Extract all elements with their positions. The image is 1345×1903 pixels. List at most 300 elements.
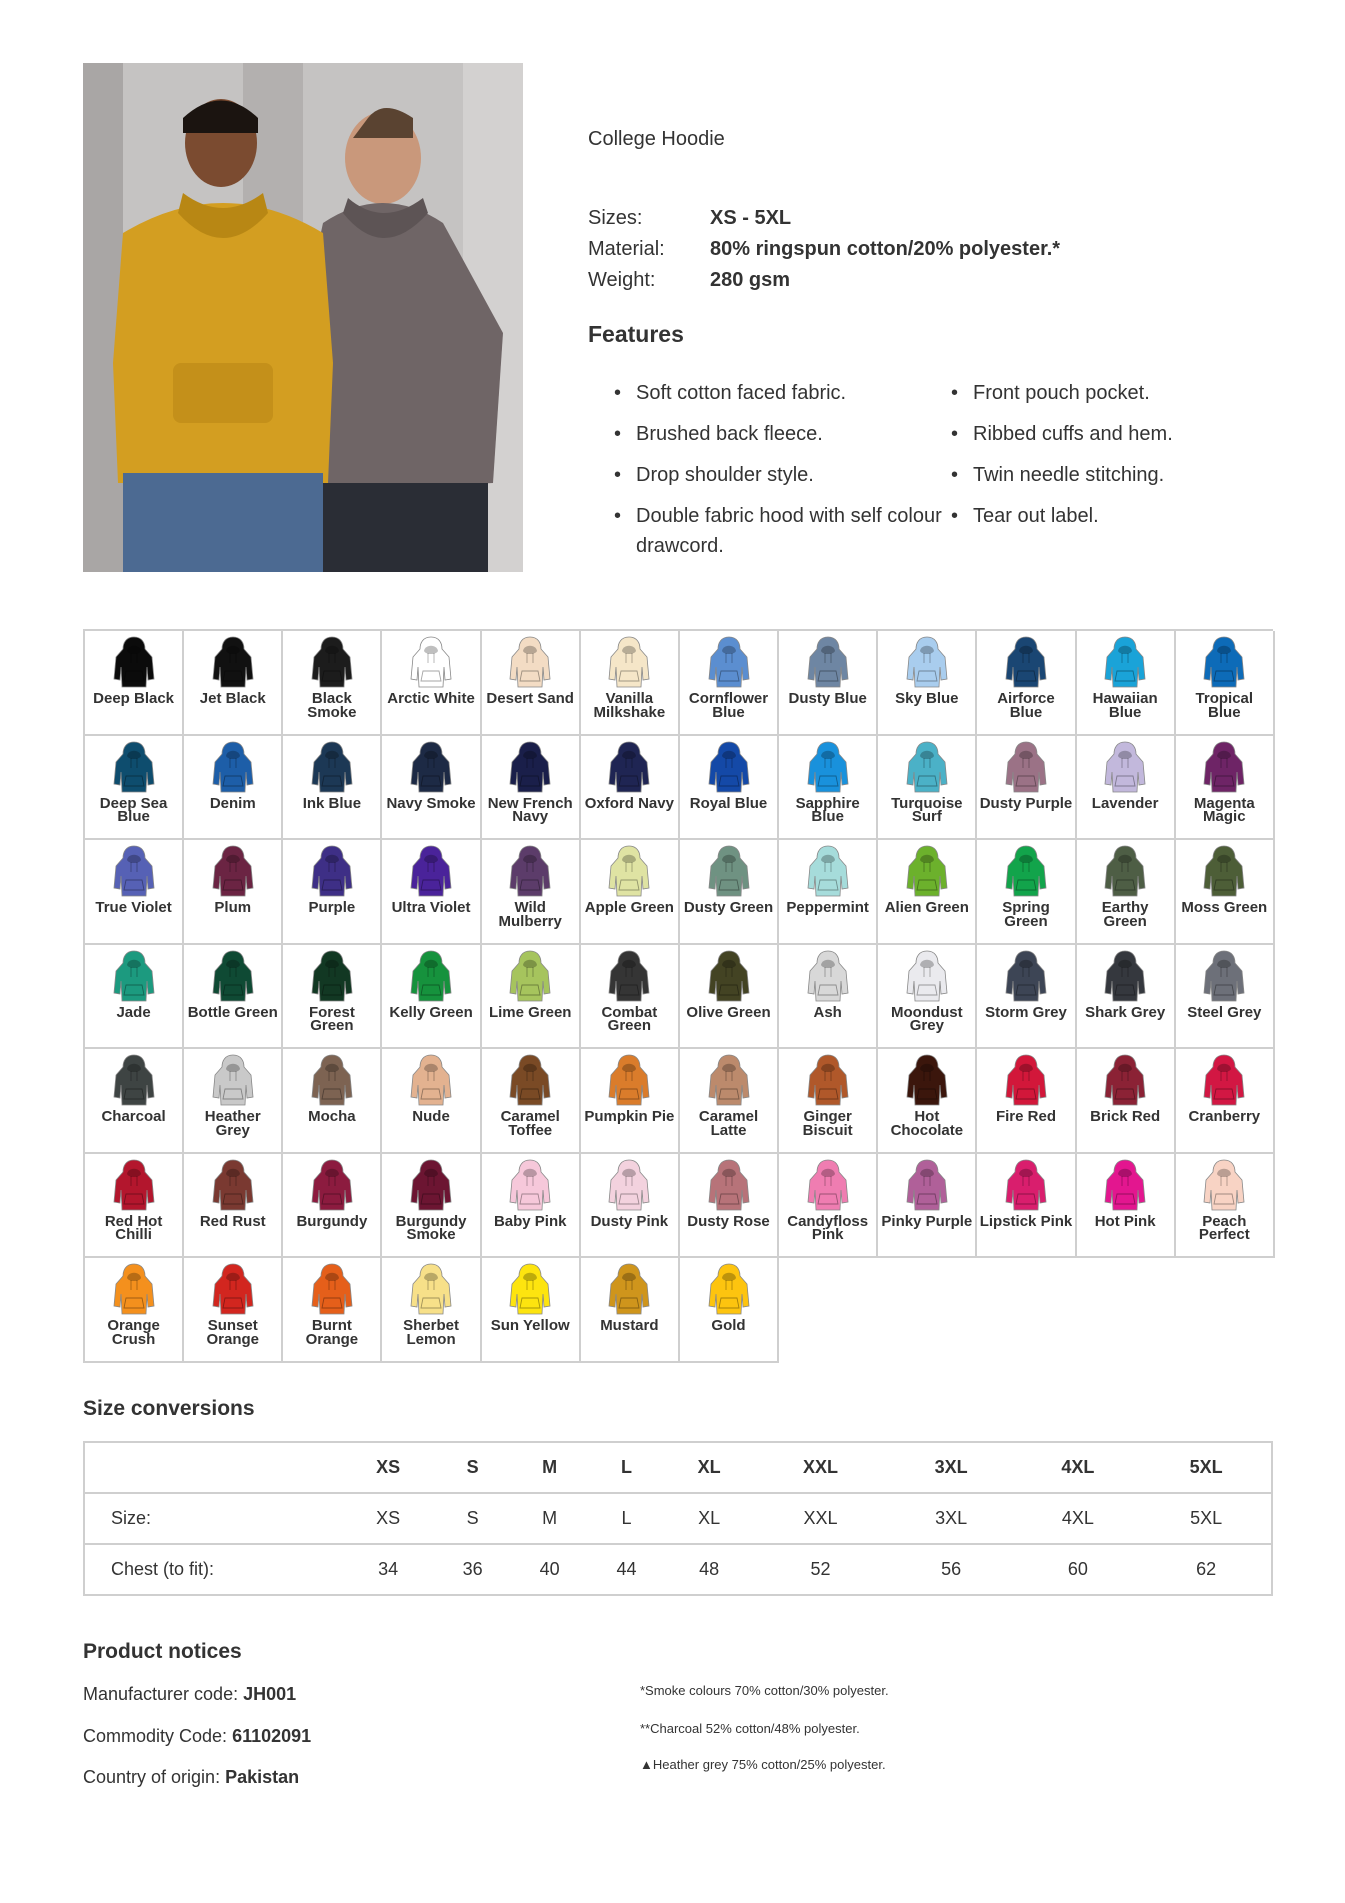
hoodie-icon <box>112 1262 156 1316</box>
colour-name: Denim <box>209 794 256 812</box>
colour-name: Gold <box>711 1317 746 1334</box>
manufacturer-code <box>83 1684 296 1705</box>
colour-swatch <box>85 1154 184 1259</box>
colour-swatch <box>779 1049 878 1154</box>
size-row <box>84 1493 1272 1544</box>
colour-swatch <box>977 1049 1076 1154</box>
features-column-left <box>614 378 951 572</box>
hoodie-icon <box>310 1262 354 1316</box>
colour-swatch <box>283 840 382 945</box>
hoodie-icon <box>905 635 949 689</box>
size-cell: S <box>434 1493 511 1544</box>
colour-swatch <box>581 945 680 1050</box>
chest-cell: 40 <box>539 1559 560 1579</box>
hoodie-icon <box>1202 949 1246 1003</box>
colour-name: Red Rust <box>199 1212 266 1230</box>
feature-item: • Tear out label. <box>951 501 1288 531</box>
size-cell: 4XL <box>1015 1493 1142 1544</box>
hoodie-icon <box>1004 949 1048 1003</box>
size-header-cell: XS <box>342 1442 434 1493</box>
colour-name: Brick Red <box>1090 1108 1161 1125</box>
feature-item: • Soft cotton faced fabric. <box>614 378 951 408</box>
colour-swatch <box>779 736 878 841</box>
hoodie-icon <box>310 740 354 794</box>
colour-name: Wild Mulberry <box>498 899 562 930</box>
chest-cell: 34 <box>378 1559 399 1579</box>
hoodie-icon <box>1103 740 1147 794</box>
colour-swatch <box>878 736 977 841</box>
colour-name: Vanilla Milkshake <box>593 690 666 721</box>
hoodie-icon <box>211 949 255 1003</box>
colour-swatch <box>1077 736 1176 841</box>
colour-swatch <box>283 1154 382 1259</box>
hoodie-icon <box>409 1053 453 1107</box>
colour-swatch <box>977 631 1076 736</box>
product-photo-models-icon <box>83 63 523 572</box>
feature-item: • Ribbed cuffs and hem. <box>951 419 1288 449</box>
colour-name: Steel Grey <box>1187 1003 1262 1021</box>
product-photo <box>83 63 523 572</box>
size-header-cell: M <box>511 1442 588 1493</box>
feature-item: • Twin needle stitching. <box>951 460 1288 490</box>
hoodie-icon <box>1202 844 1246 898</box>
colour-name: Heather Grey <box>204 1108 261 1139</box>
size-cell: XL <box>665 1493 753 1544</box>
size-cell: L <box>588 1493 665 1544</box>
hoodie-icon <box>1004 635 1048 689</box>
hoodie-icon <box>112 1158 156 1212</box>
colour-swatch <box>581 1049 680 1154</box>
hoodie-icon <box>707 1053 751 1107</box>
colour-swatch <box>878 631 977 736</box>
size-header-cell <box>84 1442 342 1493</box>
colour-name: Ginger Biscuit <box>802 1108 853 1139</box>
colour-name: Dusty Purple <box>979 794 1073 812</box>
hoodie-icon <box>508 1262 552 1316</box>
colour-swatch-grid <box>83 629 1273 1363</box>
colour-name: Ash <box>813 1003 842 1021</box>
chest-cell: 62 <box>1196 1559 1217 1579</box>
colour-name: Charcoal <box>101 1108 166 1125</box>
colour-name: Peach Perfect <box>1198 1212 1250 1243</box>
colour-name: Dusty Blue <box>788 690 867 707</box>
origin-label: Country of origin: <box>83 1767 226 1787</box>
colour-name: Ultra Violet <box>391 899 471 916</box>
colour-name: Alien Green <box>884 899 969 916</box>
colour-name: Kelly Green <box>389 1003 473 1021</box>
chest-cell: 48 <box>699 1559 720 1579</box>
hoodie-icon <box>806 740 850 794</box>
colour-name: Moondust Grey <box>891 1003 963 1034</box>
colour-swatch <box>878 945 977 1050</box>
footnote: ▲Heather grey 75% cotton/25% polyester. <box>640 1757 886 1772</box>
colour-name: Pumpkin Pie <box>584 1108 675 1125</box>
colour-name: True Violet <box>95 899 172 916</box>
colour-name: Hot Pink <box>1094 1212 1156 1230</box>
colour-name: Dusty Pink <box>590 1212 669 1230</box>
commodity-label: Commodity Code: <box>83 1726 233 1746</box>
hoodie-icon <box>409 1158 453 1212</box>
hoodie-icon <box>607 635 651 689</box>
colour-swatch <box>977 736 1076 841</box>
hoodie-icon <box>707 1262 751 1316</box>
colour-swatch <box>1176 1154 1275 1259</box>
hoodie-icon <box>508 1158 552 1212</box>
colour-name: Red Hot Chilli <box>104 1212 163 1243</box>
colour-name: Lavender <box>1091 794 1159 812</box>
hoodie-icon <box>1004 844 1048 898</box>
colour-name: Spring Green <box>1002 899 1050 930</box>
hoodie-icon <box>1103 635 1147 689</box>
colour-name: Burgundy Smoke <box>395 1212 467 1243</box>
colour-name: Magenta Magic <box>1193 794 1255 825</box>
colour-swatch <box>382 840 481 945</box>
colour-swatch <box>482 945 581 1050</box>
colour-name: Orange Crush <box>107 1317 160 1348</box>
footnote: **Charcoal 52% cotton/48% polyester. <box>640 1721 860 1736</box>
colour-swatch <box>581 736 680 841</box>
feature-item: • Brushed back fleece. <box>614 419 951 449</box>
hoodie-icon <box>211 844 255 898</box>
hoodie-icon <box>112 740 156 794</box>
colour-swatch <box>1176 736 1275 841</box>
colour-name: Moss Green <box>1181 899 1268 916</box>
hoodie-icon <box>211 1262 255 1316</box>
hoodie-icon <box>905 740 949 794</box>
size-header-cell: 5XL <box>1141 1442 1272 1493</box>
spec-row-material <box>588 234 1288 265</box>
colour-name: Royal Blue <box>689 794 768 812</box>
colour-name: Deep Sea Blue <box>99 794 168 825</box>
feature-item: • Double fabric hood with self colour drawcord. <box>614 501 951 561</box>
colour-swatch <box>581 631 680 736</box>
colour-name: Sun Yellow <box>490 1317 570 1334</box>
hoodie-icon <box>1004 740 1048 794</box>
hoodie-icon <box>211 740 255 794</box>
size-header-cell: 4XL <box>1015 1442 1142 1493</box>
chest-cell: 52 <box>810 1559 831 1579</box>
colour-swatch <box>977 1154 1076 1259</box>
colour-name: Oxford Navy <box>584 794 674 812</box>
colour-name: Arctic White <box>387 690 475 707</box>
colour-swatch <box>382 1154 481 1259</box>
colour-name: Purple <box>308 899 356 916</box>
colour-swatch <box>581 1154 680 1259</box>
hoodie-icon <box>707 635 751 689</box>
colour-swatch <box>184 945 283 1050</box>
colour-name: Navy Smoke <box>386 794 476 812</box>
product-notices-title: Product notices <box>83 1640 242 1663</box>
colour-name: Desert Sand <box>486 690 574 707</box>
hoodie-icon <box>707 949 751 1003</box>
colour-swatch <box>581 840 680 945</box>
chest-cell: 36 <box>462 1559 483 1579</box>
colour-name: Mustard <box>600 1317 659 1334</box>
size-header-cell: 3XL <box>888 1442 1015 1493</box>
colour-swatch <box>779 840 878 945</box>
colour-swatch <box>680 1154 779 1259</box>
colour-swatch <box>85 945 184 1050</box>
spec-label: Sizes: <box>588 207 643 229</box>
hoodie-icon <box>607 1158 651 1212</box>
hoodie-icon <box>1202 635 1246 689</box>
colour-swatch <box>581 1258 680 1363</box>
colour-swatch <box>1176 945 1275 1050</box>
colour-swatch <box>85 736 184 841</box>
colour-swatch <box>283 736 382 841</box>
manufacturer-label: Manufacturer code: <box>83 1684 244 1704</box>
commodity-value: 61102091 <box>232 1726 312 1746</box>
colour-name: Deep Black <box>93 690 175 707</box>
footnote: *Smoke colours 70% cotton/30% polyester. <box>640 1683 889 1698</box>
product-name: College Hoodie <box>588 128 725 150</box>
colour-name: Baby Pink <box>493 1212 567 1230</box>
colour-name: Mocha <box>308 1108 356 1125</box>
colour-swatch <box>1176 631 1275 736</box>
colour-name: Caramel Toffee <box>500 1108 560 1139</box>
hoodie-icon <box>310 1158 354 1212</box>
colour-name: Dusty Rose <box>687 1212 770 1230</box>
colour-swatch <box>680 945 779 1050</box>
colour-name: Jet Black <box>199 690 266 707</box>
colour-swatch <box>779 945 878 1050</box>
colour-swatch <box>779 631 878 736</box>
spec-row-sizes <box>588 203 1288 234</box>
hoodie-icon <box>806 1158 850 1212</box>
hoodie-icon <box>905 1053 949 1107</box>
hoodie-icon <box>1202 1158 1246 1212</box>
colour-swatch <box>1077 1049 1176 1154</box>
colour-name: New French Navy <box>487 794 573 825</box>
colour-name: Combat Green <box>601 1003 658 1034</box>
colour-swatch <box>382 1049 481 1154</box>
hoodie-icon <box>310 635 354 689</box>
colour-swatch <box>878 1154 977 1259</box>
colour-swatch <box>1077 840 1176 945</box>
hoodie-icon <box>905 1158 949 1212</box>
colour-swatch <box>283 945 382 1050</box>
colour-swatch <box>482 736 581 841</box>
hoodie-icon <box>607 1053 651 1107</box>
hoodie-icon <box>508 635 552 689</box>
colour-name: Hawaiian Blue <box>1092 690 1158 721</box>
hoodie-icon <box>310 949 354 1003</box>
manufacturer-value: JH001 <box>243 1684 297 1704</box>
size-cell: XS <box>342 1493 434 1544</box>
colour-name: Storm Grey <box>985 1003 1067 1021</box>
hoodie-icon <box>310 844 354 898</box>
colour-swatch <box>382 736 481 841</box>
hoodie-icon <box>905 949 949 1003</box>
size-conversions-title: Size conversions <box>83 1397 255 1420</box>
colour-swatch <box>184 1049 283 1154</box>
colour-swatch <box>680 840 779 945</box>
colour-swatch <box>184 736 283 841</box>
colour-name: Caramel Latte <box>698 1108 759 1139</box>
colour-name: Dusty Green <box>683 899 774 916</box>
hoodie-icon <box>607 844 651 898</box>
colour-swatch <box>482 631 581 736</box>
row-label: Size: <box>84 1493 342 1544</box>
colour-swatch <box>482 1154 581 1259</box>
colour-name: Earthy Green <box>1101 899 1149 930</box>
size-cell: 3XL <box>888 1493 1015 1544</box>
spec-row-weight <box>588 265 1288 296</box>
hoodie-icon <box>1103 949 1147 1003</box>
colour-swatch <box>184 631 283 736</box>
hoodie-icon <box>1202 740 1246 794</box>
colour-swatch <box>1077 1154 1176 1259</box>
colour-name: Turquoise Surf <box>891 794 963 825</box>
hoodie-icon <box>1103 844 1147 898</box>
spec-value: 80% ringspun cotton/20% polyester.* <box>710 238 1061 260</box>
features-list <box>614 378 1288 572</box>
hoodie-icon <box>1103 1158 1147 1212</box>
colour-swatch <box>85 1258 184 1363</box>
colour-swatch <box>283 1258 382 1363</box>
hoodie-icon <box>112 844 156 898</box>
hoodie-icon <box>707 740 751 794</box>
colour-name: Airforce Blue <box>997 690 1055 721</box>
product-info <box>588 128 1288 572</box>
chest-cell: 44 <box>616 1559 637 1579</box>
size-header-cell: XXL <box>753 1442 887 1493</box>
colour-name: Ink Blue <box>302 794 362 812</box>
colour-name: Sunset Orange <box>206 1317 259 1348</box>
colour-swatch <box>482 1049 581 1154</box>
colour-name: Sherbet Lemon <box>403 1317 459 1348</box>
colour-name: Jade <box>116 1003 151 1021</box>
colour-name: Cornflower Blue <box>688 690 769 721</box>
colour-name: Apple Green <box>584 899 674 916</box>
colour-name: Sapphire Blue <box>795 794 860 825</box>
colour-swatch <box>382 1258 481 1363</box>
hoodie-icon <box>409 949 453 1003</box>
colour-swatch <box>184 840 283 945</box>
hoodie-icon <box>112 949 156 1003</box>
size-conversions-table <box>83 1441 1273 1596</box>
colour-swatch <box>977 945 1076 1050</box>
hoodie-icon <box>806 635 850 689</box>
spec-value: 280 gsm <box>710 269 791 291</box>
colour-name: Olive Green <box>686 1003 771 1021</box>
hoodie-icon <box>1103 1053 1147 1107</box>
hoodie-icon <box>607 740 651 794</box>
size-cell: XXL <box>753 1493 887 1544</box>
spec-label: Weight: <box>588 269 656 291</box>
feature-item: • Drop shoulder style. <box>614 460 951 490</box>
row-label: Chest (to fit): <box>111 1559 215 1579</box>
size-header-cell: XL <box>665 1442 753 1493</box>
hoodie-icon <box>508 844 552 898</box>
size-cell: M <box>511 1493 588 1544</box>
colour-name: Plum <box>214 899 252 916</box>
colour-name: Nude <box>412 1108 450 1125</box>
colour-swatch <box>482 840 581 945</box>
colour-name: Sky Blue <box>895 690 959 707</box>
hoodie-icon <box>211 1053 255 1107</box>
colour-name: Black Smoke <box>307 690 357 721</box>
hoodie-icon <box>1004 1053 1048 1107</box>
hoodie-icon <box>607 1262 651 1316</box>
feature-item: • Front pouch pocket. <box>951 378 1288 408</box>
hoodie-icon <box>806 844 850 898</box>
chest-cell: 56 <box>941 1559 962 1579</box>
colour-swatch <box>382 945 481 1050</box>
chest-row <box>84 1544 1272 1595</box>
hoodie-icon <box>1004 1158 1048 1212</box>
chest-cell: 60 <box>1067 1559 1088 1579</box>
spec-label: Material: <box>588 238 665 260</box>
colour-name: Candyfloss Pink <box>787 1212 869 1243</box>
colour-swatch <box>680 1258 779 1363</box>
colour-swatch <box>1176 1049 1275 1154</box>
hoodie-icon <box>508 949 552 1003</box>
size-header-cell: S <box>434 1442 511 1493</box>
colour-name: Hot Chocolate <box>890 1108 964 1139</box>
hoodie-icon <box>1202 1053 1246 1107</box>
colour-name: Forest Green <box>308 1003 355 1034</box>
hoodie-icon <box>409 635 453 689</box>
colour-name: Peppermint <box>786 899 869 916</box>
origin-value: Pakistan <box>225 1767 300 1787</box>
colour-name: Cranberry <box>1188 1108 1261 1125</box>
colour-name: Tropical Blue <box>1195 690 1254 721</box>
hoodie-icon <box>905 844 949 898</box>
hoodie-icon <box>211 635 255 689</box>
colour-swatch <box>1077 945 1176 1050</box>
colour-name: Lipstick Pink <box>979 1212 1073 1230</box>
colour-name: Pinky Purple <box>881 1212 973 1230</box>
features-column-right <box>951 378 1288 572</box>
colour-swatch <box>85 840 184 945</box>
hoodie-icon <box>508 1053 552 1107</box>
commodity-code <box>83 1726 311 1747</box>
colour-swatch <box>283 631 382 736</box>
hoodie-icon <box>310 1053 354 1107</box>
hoodie-icon <box>607 949 651 1003</box>
hoodie-icon <box>409 844 453 898</box>
hoodie-icon <box>409 740 453 794</box>
hoodie-icon <box>806 1053 850 1107</box>
colour-swatch <box>85 631 184 736</box>
colour-swatch <box>878 1049 977 1154</box>
hoodie-icon <box>707 1158 751 1212</box>
size-cell: 5XL <box>1141 1493 1272 1544</box>
country-of-origin <box>83 1767 299 1788</box>
colour-swatch <box>184 1154 283 1259</box>
hoodie-icon <box>112 1053 156 1107</box>
colour-name: Burnt Orange <box>305 1317 359 1348</box>
size-header-cell: L <box>588 1442 665 1493</box>
colour-name: Lime Green <box>488 1003 572 1021</box>
colour-swatch <box>680 736 779 841</box>
colour-swatch <box>482 1258 581 1363</box>
colour-swatch <box>1176 840 1275 945</box>
hoodie-icon <box>508 740 552 794</box>
hoodie-icon <box>211 1158 255 1212</box>
colour-name: Bottle Green <box>187 1003 278 1021</box>
hoodie-icon <box>112 635 156 689</box>
colour-swatch <box>283 1049 382 1154</box>
colour-swatch <box>85 1049 184 1154</box>
size-header-row <box>84 1442 1272 1493</box>
colour-swatch <box>680 1049 779 1154</box>
colour-swatch <box>1077 631 1176 736</box>
hoodie-icon <box>409 1262 453 1316</box>
colour-swatch <box>878 840 977 945</box>
hoodie-icon <box>707 844 751 898</box>
